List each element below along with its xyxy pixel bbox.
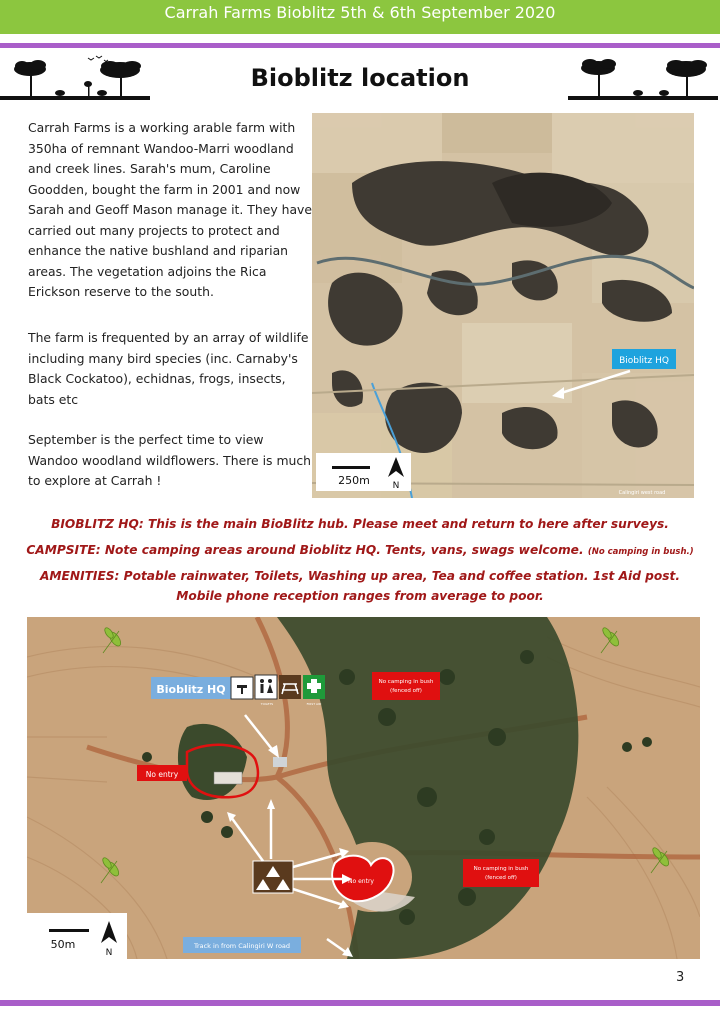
page-title: Bioblitz location (250, 64, 470, 92)
no-entry-label-1: No entry (145, 770, 179, 779)
notice-campsite-note: (No camping in bush.) (587, 547, 694, 557)
fenced-note-1: (fenced off) (390, 688, 422, 694)
first-aid-icon-text: FIRST AID (306, 702, 322, 706)
notice-campsite (20, 540, 700, 562)
footer-divider (0, 1000, 720, 1006)
header-title: Carrah Farms Bioblitz 5th & 6th September 2020 (164, 3, 556, 22)
page-number: 3 (676, 970, 685, 985)
notice-hq: BIOBLITZ HQ: This is the main BioBlitz hub. Please meet and return to here after surveys. (51, 517, 669, 531)
fenced-note-2: (fenced off) (485, 875, 517, 881)
landscape-silhouette-left (0, 52, 150, 104)
header-divider (0, 43, 720, 48)
notice-amenities: AMENITIES: Potable rainwater, Toilets, Washing up area, Tea and coffee station. 1st Aid post. Mobile phone reception ranges from average to poor. (39, 569, 680, 603)
toilets-icon (255, 675, 277, 699)
campsite-icon (253, 861, 293, 893)
intro-paragraph-3: September is the perfect time to view Wandoo woodland wildflowers. There is much to explore at Carrah ! (28, 432, 312, 488)
site-north-label: N (105, 948, 113, 958)
toilets-icon-text: TOILETS (260, 702, 274, 706)
first-aid-icon (303, 675, 325, 699)
tap-icon (231, 677, 253, 699)
landscape-silhouette-right (568, 52, 718, 104)
intro-paragraph-2: The farm is frequented by an array of wildlife including many bird species (inc. Carnaby's Black Cockatoo), echidnas, frogs, insects, bats etc (28, 330, 309, 407)
aerial-map (312, 113, 694, 498)
picnic-table-icon (279, 675, 301, 699)
no-entry-label-2: No entry (348, 878, 374, 885)
site-scale-label: 50m (50, 938, 76, 951)
aerial-scale-label: 250m (338, 474, 370, 487)
aerial-north-label: N (392, 481, 400, 491)
intro-paragraph-1: Carrah Farms is a working arable farm with 350ha of remnant Wandoo-Marri woodland and creek lines. Sarah's mum, Caroline Goodden, bought the farm in 2001 and now Sarah and Geoff Mason manage it. They have carried out many projects to protect and enhance the native bushland and riparian areas. The vegetation adjoins the Rica Erickson reserve to the south. (28, 120, 313, 299)
no-camping-label-2: No camping in bush (473, 866, 529, 872)
site-map (27, 617, 700, 959)
aerial-road-label: Calingiri west road (618, 490, 666, 496)
aerial-hq-label: Bioblitz HQ (619, 356, 669, 366)
site-hq-label: Bioblitz HQ (156, 683, 226, 696)
notice-campsite-text: CAMPSITE: Note camping areas around Bioblitz HQ. Tents, vans, swags welcome. (26, 543, 584, 557)
no-camping-label-1: No camping in bush (378, 679, 434, 685)
track-label: Track in from Calingiri W road (193, 942, 291, 950)
